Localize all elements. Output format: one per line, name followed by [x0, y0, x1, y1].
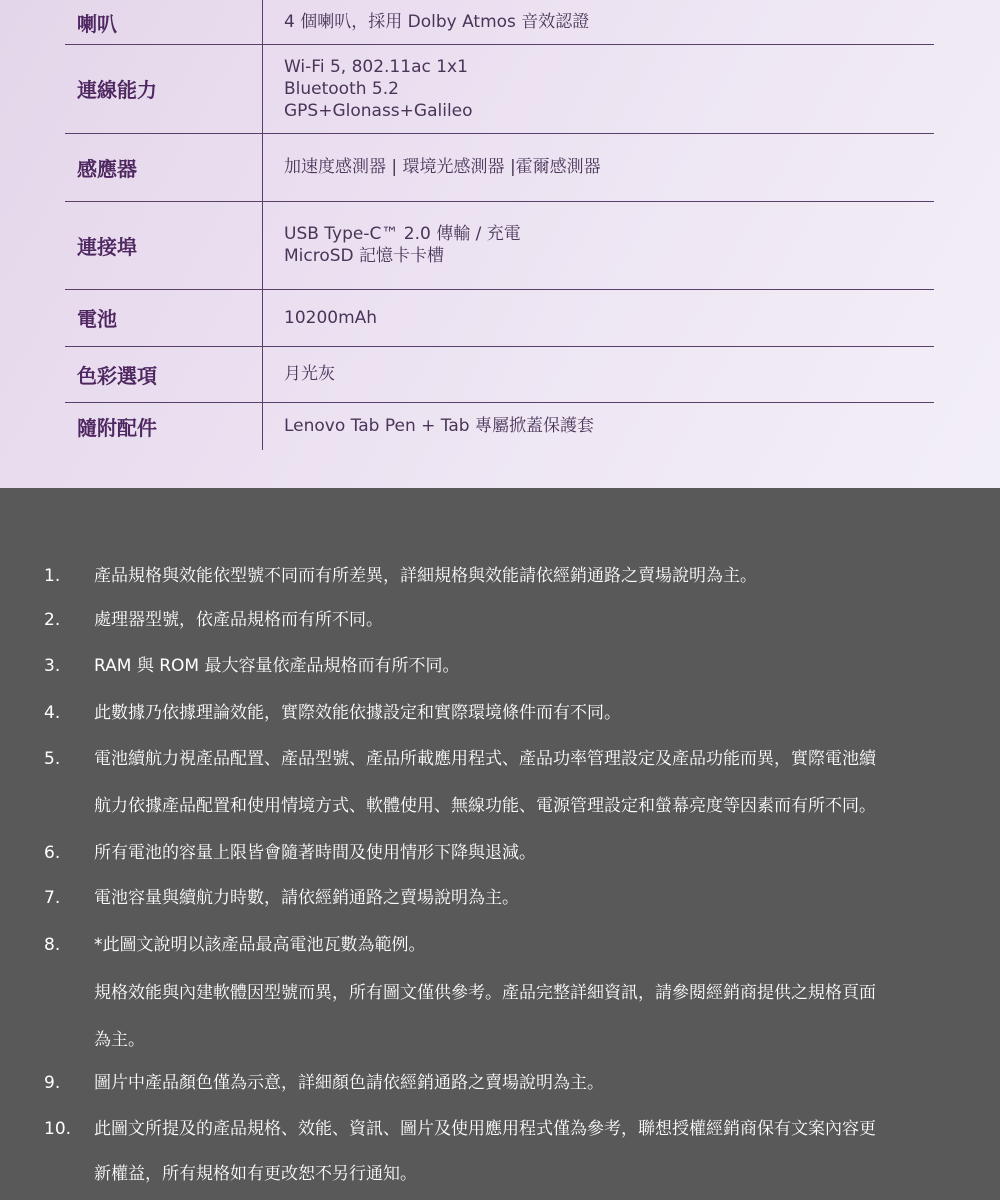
note-number: 1.	[44, 566, 61, 586]
spec-divider	[262, 346, 263, 402]
spec-divider	[262, 44, 263, 133]
spec-row-ports	[65, 201, 934, 290]
spec-value-line: 10200mAh	[284, 307, 378, 328]
spec-row-accessories	[65, 402, 934, 450]
note-number: 10.	[44, 1119, 72, 1139]
spec-label: 電池	[77, 307, 117, 331]
spec-label: 喇叭	[77, 11, 117, 36]
note-text: 此圖文所提及的產品規格、效能、資訊、圖片及使用應用程式僅為參考，聯想授權經銷商保有文案內容更	[94, 1119, 876, 1139]
notes-section	[0, 488, 1000, 1200]
note-text: 所有電池的容量上限皆會隨著時間及使用情形下降與退減。	[94, 843, 536, 863]
spec-label: 隨附配件	[77, 415, 157, 440]
spec-divider	[262, 0, 263, 44]
note-text: 電池續航力視產品配置、產品型號、產品所載應用程式、產品功率管理設定及產品功能而異，實際電池續	[94, 749, 876, 769]
note-text: 圖片中產品顏色僅為示意，詳細顏色請依經銷通路之賣場說明為主。	[94, 1073, 604, 1093]
spec-value-line: 加速度感測器 | 環境光感測器 |霍爾感測器	[284, 157, 601, 177]
spec-divider	[262, 201, 263, 289]
note-number: 4.	[44, 703, 61, 723]
spec-row-battery	[65, 289, 934, 347]
note-number: 6.	[44, 843, 61, 863]
spec-label: 連接埠	[77, 234, 137, 259]
note-text: 產品規格與效能依型號不同而有所差異，詳細規格與效能請依經銷通路之賣場說明為主。	[94, 566, 757, 586]
note-number: 7.	[44, 888, 61, 908]
note-number: 9.	[44, 1073, 61, 1093]
note-number: 5.	[44, 749, 61, 769]
spec-value-line: MicroSD 記憶卡卡槽	[284, 246, 445, 266]
note-number: 3.	[44, 656, 61, 676]
note-text: 為主。	[94, 1030, 145, 1050]
note-number: 2.	[44, 610, 61, 630]
spec-row-speaker	[65, 0, 934, 45]
note-text: 規格效能與內建軟體因型號而異，所有圖文僅供參考。產品完整詳細資訊，請參閱經銷商提供之規格頁面	[94, 983, 876, 1003]
spec-value-line: GPS+Glonass+Galileo	[284, 100, 473, 121]
spec-section	[0, 0, 1000, 488]
spec-value-line: 月光灰	[284, 364, 335, 384]
note-text: RAM 與 ROM 最大容量依產品規格而有所不同。	[94, 656, 460, 676]
note-text: 此數據乃依據理論效能，實際效能依據設定和實際環境條件而有不同。	[94, 703, 621, 723]
spec-divider	[262, 133, 263, 201]
spec-row-color	[65, 346, 934, 403]
spec-label: 感應器	[77, 156, 137, 181]
note-text: 航力依據產品配置和使用情境方式、軟體使用、無線功能、電源管理設定和螢幕亮度等因素而有所不同。	[94, 796, 876, 816]
spec-value	[284, 289, 377, 346]
spec-label: 連線能力	[77, 78, 157, 102]
spec-value-line: Bluetooth 5.2	[284, 78, 399, 99]
spec-value	[284, 346, 335, 402]
spec-value	[284, 402, 594, 450]
spec-value	[284, 0, 589, 44]
spec-value-line: Wi-Fi 5, 802.11ac 1x1	[284, 56, 468, 77]
spec-value	[284, 44, 473, 133]
note-text: *此圖文說明以該產品最高電池瓦數為範例。	[94, 935, 426, 955]
note-text: 電池容量與續航力時數，請依經銷通路之賣場說明為主。	[94, 888, 519, 908]
spec-row-sensors	[65, 133, 934, 202]
note-text: 新權益，所有規格如有更改恕不另行通知。	[94, 1164, 417, 1184]
spec-value-line: 4 個喇叭，採用 Dolby Atmos 音效認證	[284, 12, 590, 32]
spec-divider	[262, 289, 263, 346]
note-text: 處理器型號，依產品規格而有所不同。	[94, 610, 383, 630]
spec-label: 色彩選項	[77, 363, 157, 388]
spec-value-line: USB Type-C™ 2.0 傳輸 / 充電	[284, 224, 521, 244]
spec-value	[284, 133, 601, 201]
note-number: 8.	[44, 935, 61, 955]
spec-value	[284, 201, 521, 289]
spec-value-line: Lenovo Tab Pen + Tab 專屬掀蓋保護套	[284, 416, 594, 436]
spec-divider	[262, 402, 263, 450]
spec-row-connectivity	[65, 44, 934, 134]
